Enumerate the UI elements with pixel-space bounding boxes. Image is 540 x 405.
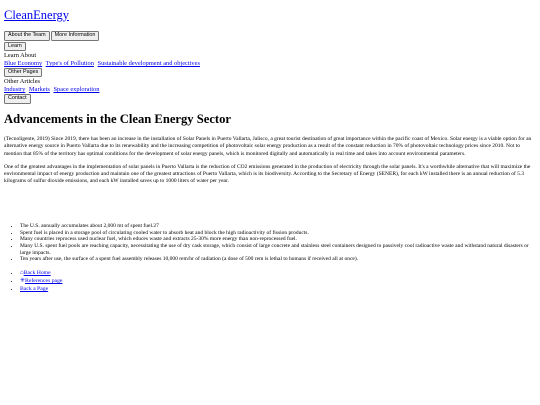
footer-item-references xyxy=(20,277,536,286)
facts-list xyxy=(4,223,536,263)
article-paragraph-1: (Tecnoligente, 2019) Since 2019, there has been an increase in the installation of Solar Panels in Puerto Vallarta, Jalisco, a great tourist destination of great importance within the pacific coast of Mexico. Solar energy is a viable option for an alternative energy source in Puerto Vallarta due to its renewability and the increasing competition of photovoltaic solar energy production as a result of the constant reduction in 70% of photovoltaic technology prices since 2010. Not to mention that 85% of the territory has optimal conditions for the development of solar energy panels, which is monitored digitally and automatically in real time and takes into account environmental parameters. xyxy=(4,136,532,157)
learn-about-label: Learn About xyxy=(4,52,37,60)
more-information-button[interactable]: More Information xyxy=(51,31,100,41)
link-space-exploration[interactable]: Space exploration xyxy=(53,86,100,94)
nav-learn-row xyxy=(4,42,536,53)
learn-links xyxy=(4,60,536,68)
other-pages-button[interactable]: Other Pages xyxy=(4,68,42,78)
link-sustainable-development[interactable]: Sustainable development and objectives xyxy=(97,59,200,67)
footer-links xyxy=(4,269,536,294)
list-item: • The U.S. annually accumulates about 2,000 mt of spent fuel.27 xyxy=(20,223,536,230)
nav-contact-row xyxy=(4,94,536,105)
footer-item-back-page xyxy=(20,286,536,294)
other-links xyxy=(4,86,536,94)
references-link[interactable]: References page xyxy=(25,278,63,285)
list-item: • Many U.S. spent fuel pools are reaching capacity, necessitating the use of dry cask storage, which consist of large concrete and stainless steel containers designed to passively cool radioactive waste and withstand natural disasters or large impacts. xyxy=(20,243,536,256)
link-types-of-pollution[interactable]: Type's of Pollution xyxy=(45,59,94,67)
home-icon: ⌂ xyxy=(20,269,24,276)
nav-other-pages-row xyxy=(4,68,536,79)
link-markets[interactable]: Markets xyxy=(28,86,50,94)
site-header xyxy=(4,9,536,23)
site-title-link[interactable]: CleanEnergy xyxy=(4,8,70,22)
link-industry[interactable]: Industry xyxy=(4,86,26,94)
nav-top-buttons xyxy=(4,31,536,42)
back-home-link[interactable]: Back Home xyxy=(23,269,51,276)
about-team-button[interactable]: About the Team xyxy=(4,31,50,41)
back-page-link[interactable]: Back a Page xyxy=(20,286,49,293)
footer-item-back-home xyxy=(20,269,536,278)
other-articles-label: Other Articles xyxy=(4,78,41,86)
list-item: • Spent fuel is placed in a storage pool of circulating cooled water to absorb heat and block the high radioactivity of fission products. xyxy=(20,230,536,237)
article-title: Advancements in the Clean Energy Sector xyxy=(4,111,232,126)
article-paragraph-2: One of the greatest advantages in the implementation of solar panels in Puerto Vallarta is the reduction of CO2 emissions generated in the production of electricity through the solar panels. It's a worthwhile alternative that will maximize the environmental impact of energy production and maintain one of the greatest attractions of Puerto Vallarta, which is its biodiversity. According to the Secretary of Energy (SENER), for each kW installed there is an annual reduction of 5.3 kilograms of sulfur dioxide emissions, and each kW installed saves up to 1000 liters of water per year. xyxy=(4,163,531,185)
learn-button[interactable]: Learn xyxy=(4,42,26,52)
contact-button[interactable]: Contact xyxy=(4,94,31,104)
list-item: • Ten years after use, the surface of a spent fuel assembly releases 10,000 rem/hr of radiation (a dose of 500 rem is lethal to humans if received all at once). xyxy=(20,256,536,263)
sparkle-icon: ✳ xyxy=(20,278,26,285)
link-blue-economy[interactable]: Blue Economy xyxy=(4,59,43,67)
list-item: • Many countries reprocess used nuclear fuel, which educes waste and extracts 25-30% more energy than non-reprocessed fuel. xyxy=(20,236,536,243)
